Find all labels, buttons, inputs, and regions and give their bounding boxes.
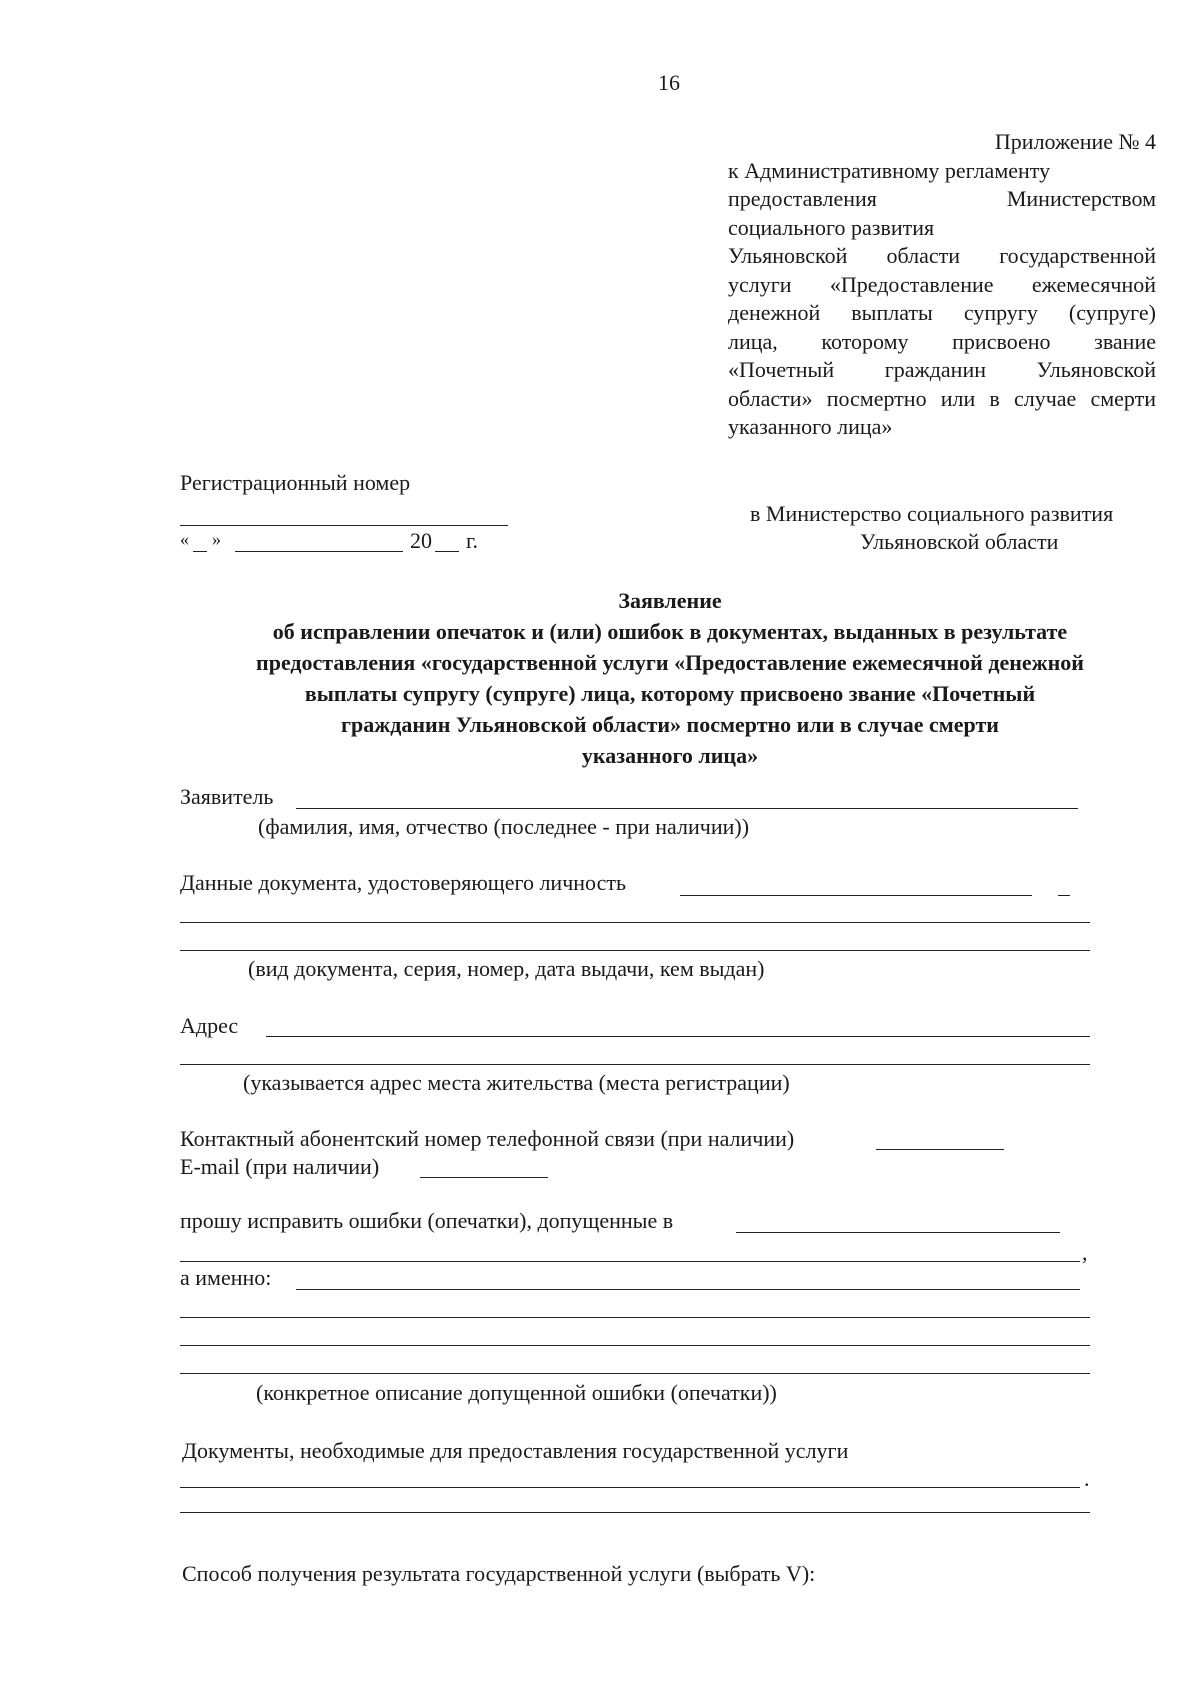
phone-field[interactable] (876, 1149, 1004, 1150)
address-label: Адрес (180, 1013, 239, 1038)
documents-label: Документы, необходимые для предоставления государственной услуги (182, 1438, 849, 1463)
appendix-line: социального развития (728, 214, 935, 240)
title-line: гражданин Ульяновской области» посмертно или в случае смерти (341, 712, 999, 737)
id-doc-label: Данные документа, удостоверяющего личность (180, 870, 627, 895)
documents-period: . (1084, 1466, 1090, 1491)
date-year-suffix: г. (466, 528, 479, 553)
documents-field-line-2[interactable] (180, 1512, 1090, 1513)
date-quote-open: « (180, 529, 189, 549)
address-field[interactable] (266, 1036, 1090, 1037)
appendix-line: «Почетный гражданин Ульяновской (728, 357, 1156, 382)
date-day-field[interactable] (193, 551, 207, 552)
registration-number-field[interactable] (180, 525, 508, 526)
request-field-line-2[interactable] (180, 1261, 1080, 1262)
appendix-line: указанного лица» (728, 414, 893, 439)
appendix-line: лица, которому присвоено звание (728, 328, 1156, 354)
id-doc-field-tail (1058, 895, 1070, 896)
appendix-line: предоставления Министерством (728, 186, 1156, 211)
address-field-line-2[interactable] (180, 1064, 1090, 1065)
phone-label: Контактный абонентский номер телефонной связи (при наличии) (180, 1126, 795, 1151)
title-line: об исправлении опечаток и (или) ошибок в документах, выданных в результате (272, 619, 1068, 644)
error-hint: (конкретное описание допущенной ошибки (опечатки)) (256, 1380, 777, 1405)
date-quote-close: » (212, 529, 221, 549)
request-field[interactable] (736, 1232, 1060, 1233)
request-comma: , (1082, 1240, 1088, 1265)
namely-field-line-4[interactable] (180, 1373, 1090, 1374)
address-hint: (указывается адрес места жительства (места регистрации) (243, 1070, 790, 1095)
id-doc-field-line-3[interactable] (180, 950, 1090, 951)
namely-label: а именно: (180, 1265, 272, 1290)
title-heading: Заявление (618, 588, 722, 613)
title-line: выплаты супругу (супруге) лица, которому присвоено звание «Почетный (304, 681, 1036, 706)
id-doc-field-line-2[interactable] (180, 922, 1090, 923)
appendix-block (728, 128, 1156, 442)
page-number: 16 (658, 70, 680, 95)
document-title (180, 585, 1160, 771)
appendix-line: к Административному регламенту (728, 157, 1051, 183)
applicant-field[interactable] (296, 808, 1078, 809)
appendix-line: услуги «Предоставление ежемесячной (728, 271, 1156, 297)
appendix-line: денежной выплаты супругу (супруге) (728, 300, 1156, 325)
email-label: E-mail (при наличии) (180, 1154, 380, 1179)
appendix-line: Ульяновской области государственной (728, 243, 1156, 268)
date-year-prefix: 20 (410, 528, 432, 553)
title-line: предоставления «государственной услуги «Предоставление ежемесячной денежной (256, 650, 1084, 675)
id-doc-field[interactable] (680, 895, 1032, 896)
date-year-field[interactable] (435, 551, 459, 552)
id-doc-hint: (вид документа, серия, номер, дата выдачи, кем выдан) (248, 956, 765, 981)
request-label: прошу исправить ошибки (опечатки), допущенные в (180, 1208, 674, 1233)
applicant-label: Заявитель (180, 784, 274, 809)
appendix-line: Приложение № 4 (994, 129, 1156, 154)
namely-field-line-2[interactable] (180, 1317, 1090, 1318)
namely-field[interactable] (296, 1289, 1080, 1290)
documents-field[interactable] (180, 1487, 1080, 1488)
recipient-line: в Министерство социального развития (750, 501, 1114, 526)
namely-field-line-3[interactable] (180, 1345, 1090, 1346)
registration-label: Регистрационный номер (180, 470, 411, 495)
email-field[interactable] (420, 1177, 548, 1178)
appendix-line: области» посмертно или в случае смерти (728, 385, 1156, 411)
date-month-field[interactable] (235, 551, 403, 552)
method-label: Способ получения результата государственной услуги (выбрать V): (182, 1561, 816, 1586)
recipient-line: Ульяновской области (860, 529, 1059, 554)
applicant-hint: (фамилия, имя, отчество (последнее - при наличии)) (258, 814, 750, 839)
title-line: указанного лица» (581, 743, 759, 768)
